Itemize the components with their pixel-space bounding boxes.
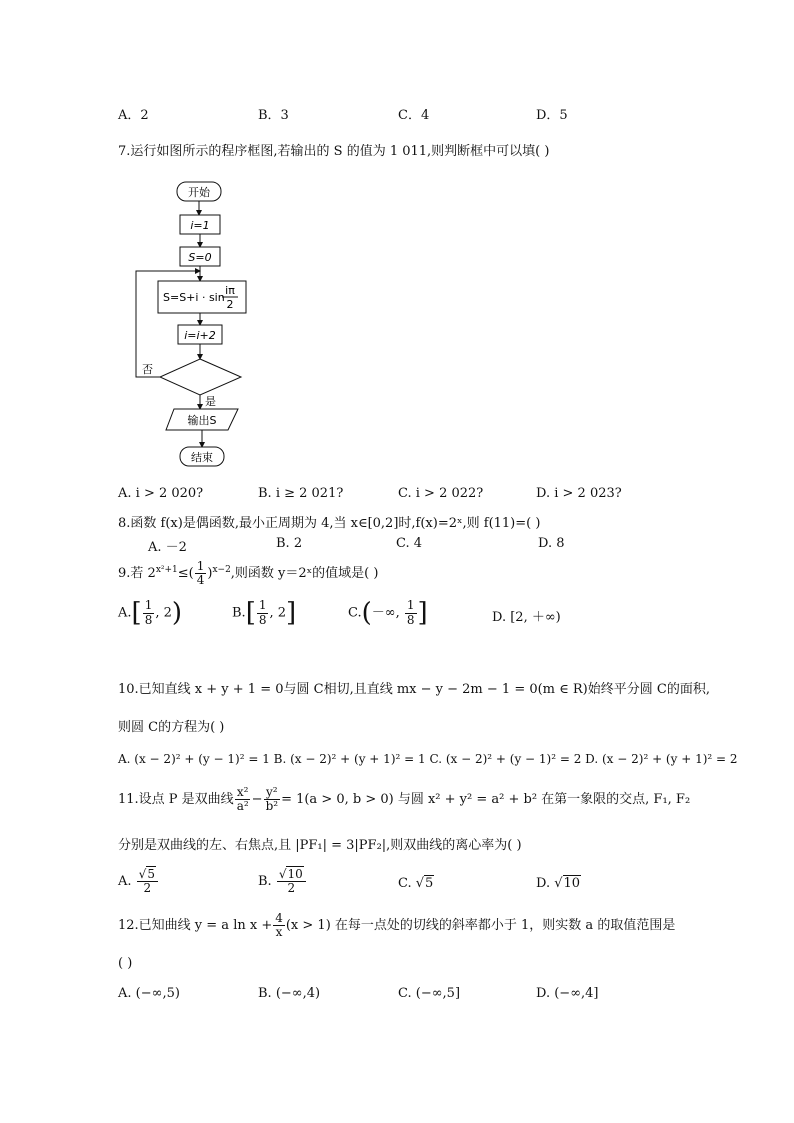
q11-f1-den: a² xyxy=(236,799,249,814)
q9-option-d-text: [2, ＋∞) xyxy=(510,610,561,625)
q11-option-b-den: 2 xyxy=(287,881,296,896)
q6-option-a: A．2 xyxy=(118,108,149,123)
q9-option-a-open: [ xyxy=(131,598,142,628)
q12-option-a: A. (−∞,5) xyxy=(118,986,180,1001)
q11-stem-line1 xyxy=(118,786,690,813)
q9-option-a-close: ) xyxy=(171,598,183,628)
q9-option-b-open: [ xyxy=(245,598,256,628)
q11-f2-den: b² xyxy=(265,799,279,814)
q12-stem-prefix: 12.已知曲线 y = a ln x + xyxy=(118,918,273,934)
q11-option-a-label: A. xyxy=(118,874,132,890)
q8-option-b: B. 2 xyxy=(276,536,303,551)
q9-option-b-label: B. xyxy=(232,605,246,621)
flow-start-text: 开始 xyxy=(188,186,210,199)
q11-stem-line2: 分别是双曲线的左、右焦点,且 |PF₁| = 3|PF₂|,则双曲线的离心率为( ) xyxy=(118,838,522,853)
q9-stem xyxy=(118,560,378,587)
flow-yes-label: 是 xyxy=(205,395,216,408)
q10-stem-line2: 则圆 C的方程为( ) xyxy=(118,720,225,735)
q11-option-a-rad: 5 xyxy=(147,867,155,881)
q11-option-b-label: B. xyxy=(258,874,272,890)
q11-option-c: C. √5 xyxy=(398,876,434,891)
q9-option-c-close: ] xyxy=(417,598,428,628)
flow-init-i-text: i=1 xyxy=(190,219,210,232)
q7-option-c: C. i > 2 022? xyxy=(398,486,484,501)
q11-f2-num: y² xyxy=(266,785,278,799)
q9-option-d xyxy=(492,606,561,625)
q8-option-c: C. 4 xyxy=(396,536,423,551)
q11-option-a: A. $\frac{√5}{2}$ xyxy=(118,868,159,895)
q7-flowchart xyxy=(130,175,260,475)
q9-option-c-label: C. xyxy=(348,605,362,621)
q11-f1-num: x² xyxy=(236,785,249,799)
flow-update-s-den: 2 xyxy=(226,298,234,311)
q9-option-c xyxy=(348,598,428,628)
q11-option-d: D. √10 xyxy=(536,876,581,891)
q11-stem-prefix: 11.设点 P 是双曲线 xyxy=(118,792,234,808)
q9-option-b-close: ] xyxy=(286,598,297,628)
q6-option-c: C．4 xyxy=(398,108,430,123)
flow-init-s-text: S=0 xyxy=(188,251,212,264)
q12-stem xyxy=(118,912,675,939)
q9-le: ≤( xyxy=(177,566,194,582)
q9-option-a-num: 1 xyxy=(144,598,153,613)
q12-paren: ( ) xyxy=(118,956,133,971)
q10-options: A. (x − 2)² + (y − 1)² = 1 B. (x − 2)² + (y + 1)² = 1 C. (x − 2)² + (y − 1)² = 2 D. (x − 2)² + (y + 1)² = 2 xyxy=(118,752,738,766)
flow-decision-diamond xyxy=(160,359,241,395)
q7-stem: 7.运行如图所示的程序框图,若输出的 S 的值为 1 011,则判断框中可以填( ) xyxy=(118,144,550,159)
q11-stem-mid: = 1(a > 0, b > 0) 与圆 x² + y² = a² + b² 在第一象限的交点, F₁, F₂ xyxy=(281,792,691,808)
q9-exp2: x−2 xyxy=(212,564,231,575)
q9-option-a xyxy=(118,598,182,628)
q9-option-b-den: 8 xyxy=(258,612,267,627)
q6-option-b: B．3 xyxy=(258,108,289,123)
q9-option-b-num: 1 xyxy=(258,598,267,613)
q12-option-b: B. (−∞,4) xyxy=(258,986,321,1001)
q12-stem-suffix: (x > 1) 在每一点处的切线的斜率都小于 1，则实数 a 的取值范围是 xyxy=(285,918,676,934)
q9-option-a-label: A. xyxy=(118,605,132,621)
flow-update-i-text: i=i+2 xyxy=(184,329,216,342)
q6-option-d: D．5 xyxy=(536,108,568,123)
q9-frac-num: 1 xyxy=(196,559,205,573)
q9-option-c-num: 1 xyxy=(406,598,415,613)
q7-option-b: B. i ≥ 2 021? xyxy=(258,486,344,501)
q9-option-b-rest: , 2 xyxy=(269,605,287,621)
q9-fraction xyxy=(195,560,207,587)
q12-option-c: C. (−∞,5] xyxy=(398,986,461,1001)
q7-option-a: A. i > 2 020? xyxy=(118,486,204,501)
q9-option-a-den: 8 xyxy=(144,612,153,627)
q9-option-a-rest: , 2 xyxy=(155,605,172,621)
q10-stem-line1: 10.已知直线 x + y + 1 = 0与圆 C相切,且直线 mx − y − 2m − 1 = 0(m ∈ R)始终平分圆 C的面积, xyxy=(118,682,710,697)
q9-option-c-pre: －∞, xyxy=(371,605,404,621)
flow-no-label: 否 xyxy=(142,363,153,376)
flow-end-text: 结束 xyxy=(191,451,213,464)
q9-option-c-den: 8 xyxy=(406,612,415,627)
q9-frac-den: 4 xyxy=(196,573,205,588)
q11-option-b-rad: 10 xyxy=(287,867,303,881)
q9-option-c-open: ( xyxy=(361,598,372,628)
q11-option-c-label: C. xyxy=(398,876,412,891)
q12-option-d: D. (−∞,4] xyxy=(536,986,599,1001)
q9-close: ) xyxy=(207,566,213,582)
q8-option-d: D. 8 xyxy=(538,536,565,551)
q8-option-a: A. －2 xyxy=(148,540,187,555)
q7-option-d: D. i > 2 023? xyxy=(536,486,622,501)
q9-option-d-label: D. xyxy=(492,610,507,625)
q8-stem: 8.函数 f(x)是偶函数,最小正周期为 4,当 x∈[0,2]时,f(x)=2ˣ,则 f(11)=( ) xyxy=(118,516,541,531)
q12-frac-num: 4 xyxy=(275,911,283,925)
flow-output-text: 输出S xyxy=(187,414,217,427)
q9-option-b xyxy=(232,598,296,628)
q12-frac-den: x xyxy=(275,925,283,940)
q11-option-d-rad: 10 xyxy=(563,876,581,891)
q9-stem-prefix: 9.若 2 xyxy=(118,566,156,582)
q11-minus: − xyxy=(251,792,263,808)
q11-option-d-label: D. xyxy=(536,876,551,891)
q11-option-b: B. $\frac{√10}{2}$ xyxy=(258,868,307,895)
q11-option-a-den: 2 xyxy=(143,881,152,896)
flow-update-s-prefix: S=S+i · sin xyxy=(163,291,225,304)
flow-update-s-num: iπ xyxy=(225,284,235,297)
q9-exp1: x²+1 xyxy=(155,564,178,575)
q11-option-c-rad: 5 xyxy=(425,876,434,891)
q9-stem-suffix: ,则函数 y＝2ˣ的值域是( ) xyxy=(230,566,379,582)
